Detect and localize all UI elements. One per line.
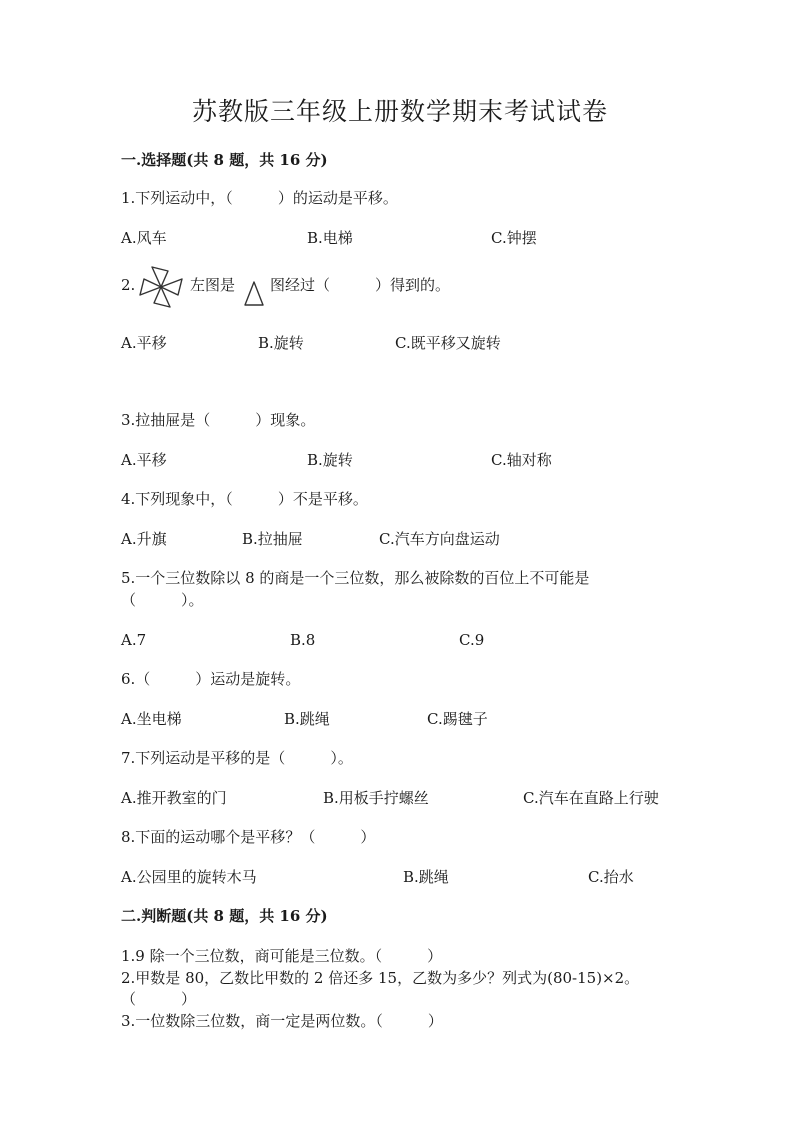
question-2-text-part1: 左图是 <box>190 276 236 294</box>
page-title: 苏教版三年级上册数学期末考试试卷 <box>191 97 608 126</box>
q6-option-a: A.坐电梯 <box>121 710 182 728</box>
q4-option-c: C.汽车方向盘运动 <box>379 530 500 548</box>
question-2-number: 2. <box>121 276 136 294</box>
q6-option-b: B.跳绳 <box>284 710 330 728</box>
q2-option-b: B.旋转 <box>258 334 304 352</box>
q5-option-c: C.9 <box>459 631 485 649</box>
q2-option-a: A.平移 <box>121 334 167 352</box>
q7-option-c: C.汽车在直路上行驶 <box>523 789 659 807</box>
q2-option-c: C.既平移又旋转 <box>395 334 501 352</box>
question-6: 6.（ ）运动是旋转。 <box>121 670 301 688</box>
question-5-line1: 5.一个三位数除以 8 的商是一个三位数，那么被除数的百位上不可能是 <box>121 569 590 587</box>
triangle-figure-icon <box>243 280 265 308</box>
q8-option-a: A.公园里的旋转木马 <box>121 868 257 886</box>
q7-option-a: A.推开教室的门 <box>121 789 227 807</box>
q5-option-b: B.8 <box>290 631 316 649</box>
pinwheel-figure-icon <box>138 265 184 309</box>
question-1: 1.下列运动中，（ ）的运动是平移。 <box>121 189 398 207</box>
question-8: 8.下面的运动哪个是平移？（ ） <box>121 828 376 846</box>
q4-option-b: B.拉抽屉 <box>242 530 303 548</box>
question-4: 4.下列现象中，（ ）不是平移。 <box>121 490 368 508</box>
judgment-2-line2: （ ） <box>121 990 197 1008</box>
question-5-line2: （ ）。 <box>121 591 204 609</box>
section-heading-choice: 一.选择题(共 8 题，共 16 分) <box>121 151 328 169</box>
judgment-2-line1: 2.甲数是 80，乙数比甲数的 2 倍还多 15，乙数为多少？列式为(80-15)×2。 <box>121 969 640 987</box>
question-7: 7.下列运动是平移的是（ ）。 <box>121 749 353 767</box>
q8-option-c: C.抬水 <box>588 868 634 886</box>
q3-option-c: C.轴对称 <box>491 451 552 469</box>
q3-option-a: A.平移 <box>121 451 167 469</box>
q6-option-c: C.踢毽子 <box>427 710 488 728</box>
judgment-1: 1.9 除一个三位数，商可能是三位数。（ ） <box>121 947 443 965</box>
question-3: 3.拉抽屉是（ ）现象。 <box>121 411 316 429</box>
section-heading-judgment: 二.判断题(共 8 题，共 16 分) <box>121 907 328 925</box>
q7-option-b: B.用板手拧螺丝 <box>323 789 429 807</box>
q3-option-b: B.旋转 <box>307 451 353 469</box>
judgment-3: 3.一位数除三位数，商一定是两位数。（ ） <box>121 1012 443 1030</box>
q5-option-a: A.7 <box>121 631 147 649</box>
q4-option-a: A.升旗 <box>121 530 167 548</box>
q1-option-c: C.钟摆 <box>491 229 537 247</box>
q1-option-b: B.电梯 <box>307 229 353 247</box>
q1-option-a: A.风车 <box>121 229 167 247</box>
q8-option-b: B.跳绳 <box>403 868 449 886</box>
question-2-text-part2: 图经过（ ）得到的。 <box>270 276 451 294</box>
